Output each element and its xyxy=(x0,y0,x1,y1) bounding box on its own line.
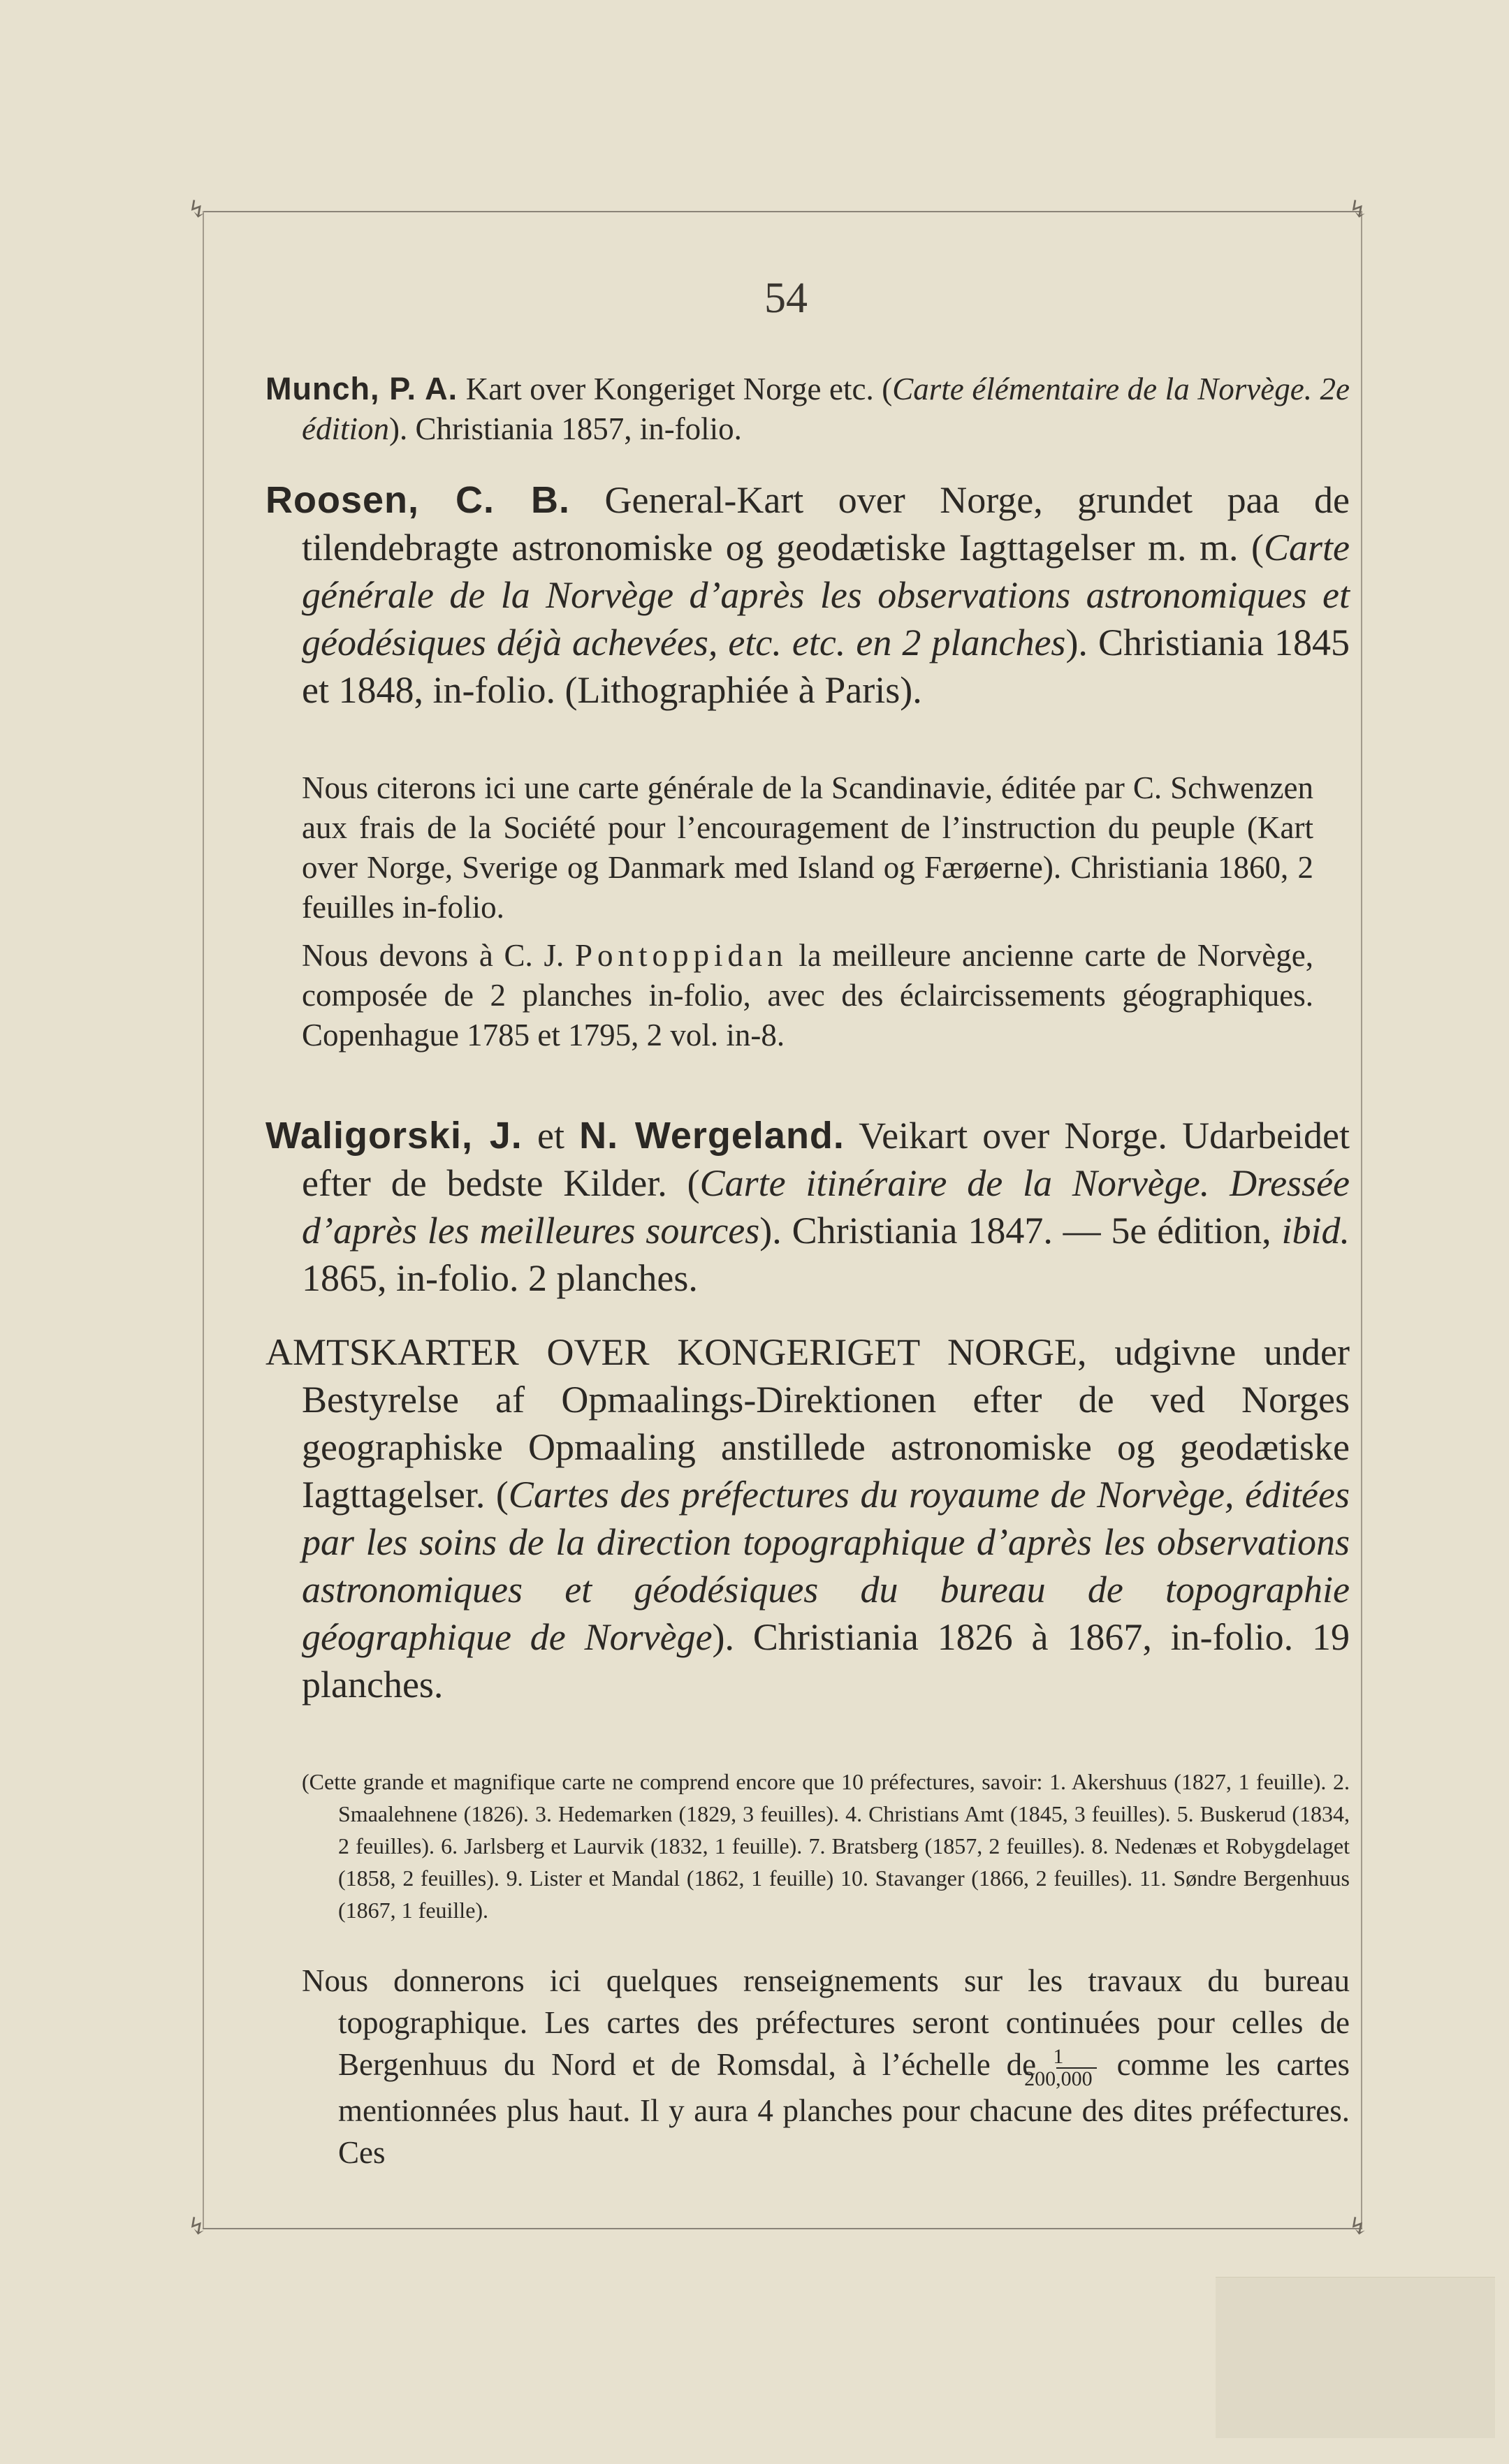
entry-author: N. Wergeland. xyxy=(579,1115,845,1157)
paper-stain xyxy=(1216,2277,1495,2438)
entry-waligorski xyxy=(265,1112,1350,1302)
entry-amtskarter xyxy=(265,1328,1350,1708)
entry-translation: Cartes des préfectures du royaume de Norvège, éditées par les soins de la direction topographique d’après les observations astronomiques et géodésiques du bureau de topographie géographique de Norvège xyxy=(302,1474,1350,1658)
entry-author: Waligorski, J. xyxy=(265,1115,523,1157)
page-number: 54 xyxy=(764,274,808,322)
entry-text: et xyxy=(522,1115,580,1157)
entry-translation: Carte élémentaire de la Norvège. 2e édition xyxy=(302,372,1350,446)
entry-roosen xyxy=(265,476,1350,714)
entry-translation: Carte itinéraire de la Norvège. Dressée d’après les meilleures sources xyxy=(302,1162,1350,1252)
right-border-rule xyxy=(1361,211,1362,2228)
note-text: Nous donnerons ici quelques renseignements sur les travaux du bureau topographique. Les cartes des préfectures seront continuées pour celles de Bergenhuus du Nord et de Romsdal, à l’échelle de xyxy=(302,1963,1350,2082)
entry-text: AMTSKARTER OVER KONGERIGET NORGE, udgivne under Bestyrelse af Opmaalings-Direktionen efter de ved Norges geographiske Opmaaling anstillede astronomiske og geodætiske Iagttagelser. ( xyxy=(265,1331,1350,1516)
entry-ibid: ibid. xyxy=(1281,1210,1350,1252)
note-text: (Cette grande et magnifique carte ne comprend encore que 10 préfectures, savoir: 1. Akershuus (1827, 1 feuille). 2. Smaalehnene (1826). 3. Hedemarken (1829, 3 feuilles). 4. Christians Amt (1845, 3 feuilles). 5. Buskerud (1834, 2 feuilles). 6. Jarlsberg et Laurvik (1832, 1 feuille). 7. Bratsberg (1857, 2 feuilles). 8. Nedenæs et Robygdelaget (1858, 2 feuilles). 9. Lister et Mandal (1862, 1 feuille) 10. Stavanger (1866, 2 feuilles). 11. Søndre Bergenhuus (1867, 1 feuille). xyxy=(302,1769,1350,1923)
entry-munch xyxy=(265,369,1350,449)
entry-text: General-Kart over Norge, grundet paa de tilendebragte astronomiske og geodætiske Iagttagelser m. m. ( xyxy=(302,479,1350,569)
corner-ornament-icon: ↯ xyxy=(187,197,207,223)
note-bureau xyxy=(302,1960,1350,2173)
entry-author: Roosen, C. B. xyxy=(265,479,570,521)
entry-text: ). Christiania 1826 à 1867, in-folio. 19 planches. xyxy=(302,1616,1350,1706)
entry-translation: Carte générale de la Norvège d’après les observations astronomiques et géodésiques déjà achevées, etc. etc. en 2 planches xyxy=(302,527,1350,663)
note-name: Pontoppidan xyxy=(574,938,788,973)
corner-ornament-icon: ↯ xyxy=(1348,2214,1369,2240)
fraction-numerator: 1 xyxy=(1056,2046,1097,2069)
entry-text: ). Christiania 1847. — 5e édition, xyxy=(759,1210,1282,1252)
entry-text: 1865, in-folio. 2 planches. xyxy=(302,1257,698,1299)
note-text: comme les cartes mentionnées plus haut. Il y aura 4 planches pour chacune des dites préfectures. Ces xyxy=(338,2047,1350,2170)
entry-text: ). Christiania 1857, in-folio. xyxy=(388,411,742,446)
corner-ornament-icon: ↯ xyxy=(1348,197,1369,223)
note-text: Nous citerons ici une carte générale de la Scandinavie, éditée par C. Schwenzen aux frais de la Société pour l’encouragement de l’instruction du peuple (Kart over Norge, Sverige og Danmark med Island og Færøerne). Christiania 1860, 2 feuilles in-folio. xyxy=(302,770,1313,925)
note-prefectures xyxy=(302,1766,1350,1926)
note-text: la meilleure ancienne carte de Norvège, composée de 2 planches in-folio, avec des éclaircissements géographiques. Copenhague 1785 et 1795, 2 vol. in-8. xyxy=(302,938,1313,1053)
note-text: Nous devons à C. J. xyxy=(302,938,575,973)
entry-text: ). Christiania 1845 et 1848, in-folio. (Lithographiée à Paris). xyxy=(302,622,1350,711)
note-pontoppidan xyxy=(302,936,1313,1055)
left-border-rule xyxy=(203,211,204,2228)
top-border-rule xyxy=(203,211,1362,212)
fraction-denominator: 200,000 xyxy=(1024,2067,1093,2090)
entry-text: Kart over Kongeriget Norge etc. ( xyxy=(458,372,893,406)
bottom-border-rule xyxy=(203,2228,1362,2229)
entry-author: Munch, P. A. xyxy=(265,371,458,406)
corner-ornament-icon: ↯ xyxy=(187,2214,207,2240)
note-scandinavie xyxy=(302,768,1313,927)
entry-text: Veikart over Norge. Udarbeidet efter de bedste Kilder. ( xyxy=(302,1115,1350,1204)
scale-fraction xyxy=(1024,2044,1097,2090)
